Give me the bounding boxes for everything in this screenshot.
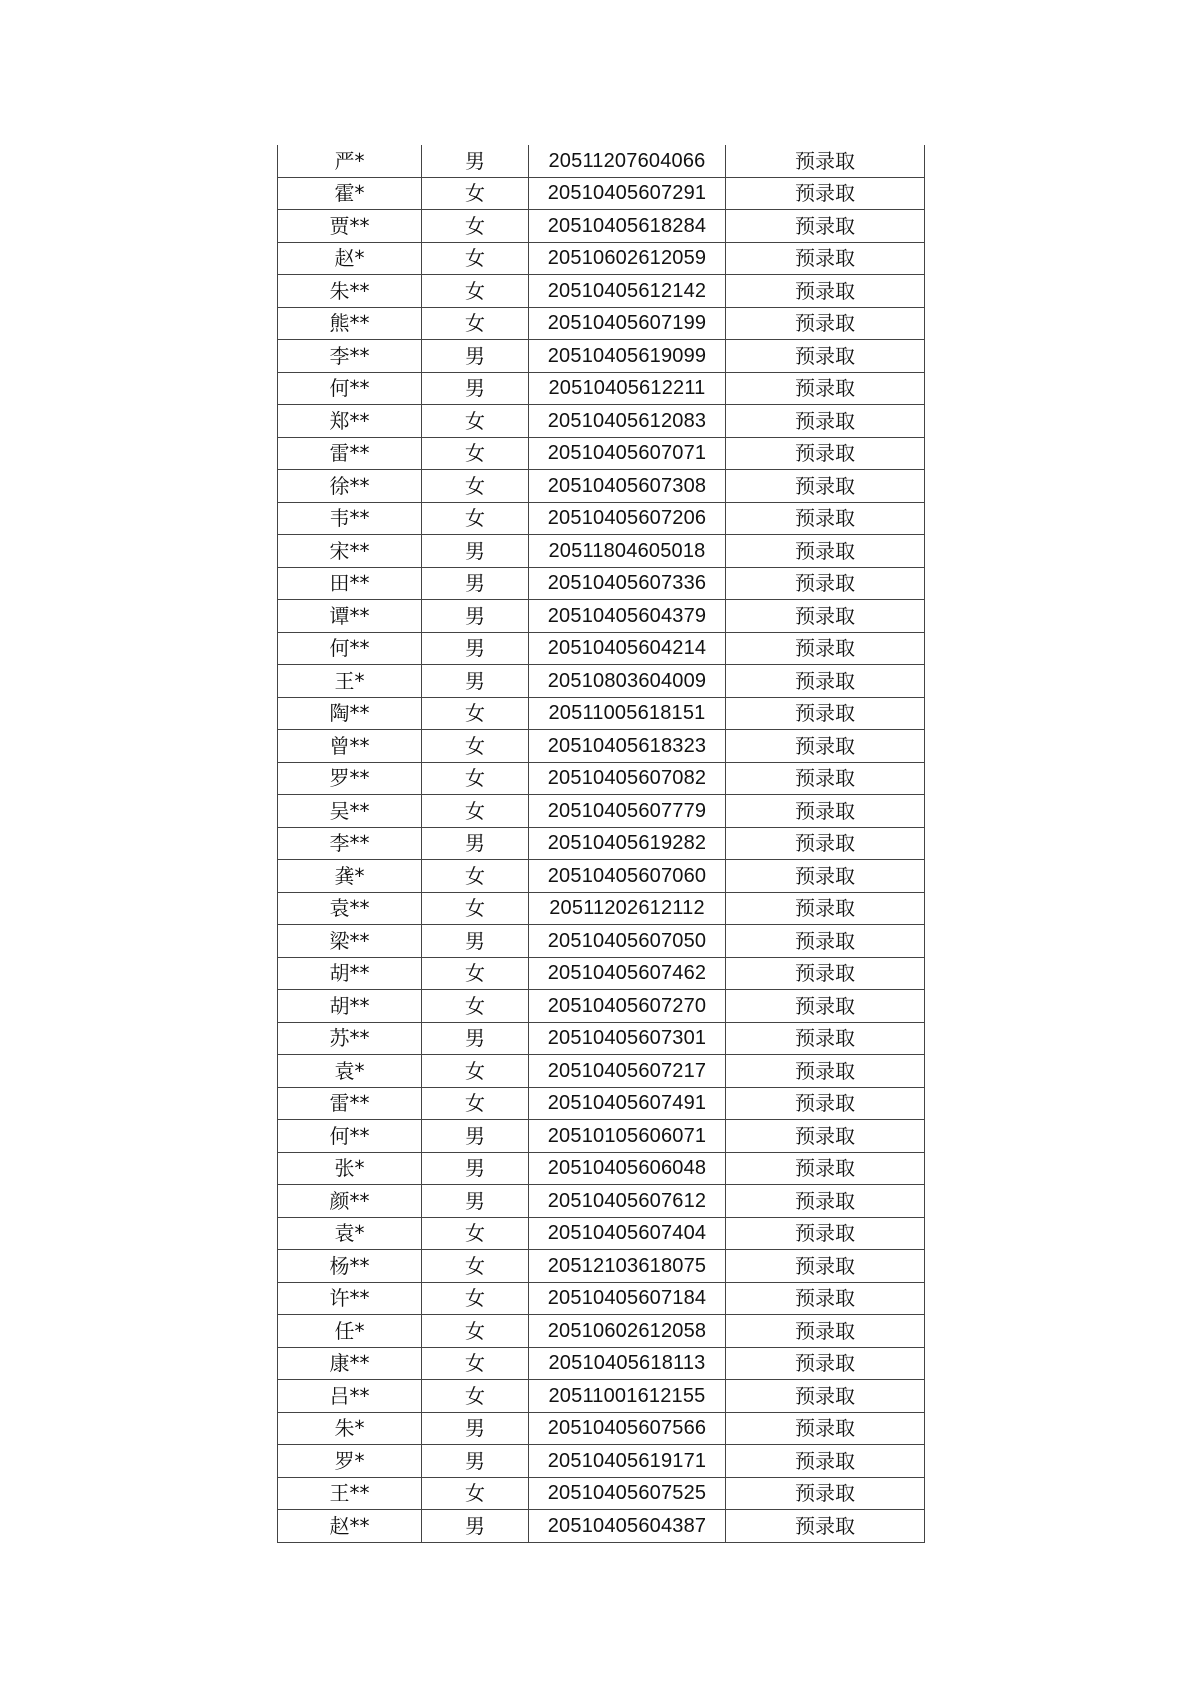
cell-gender: 女	[422, 210, 529, 243]
table-row	[278, 1087, 925, 1120]
cell-candidate-id: 20510405607301	[529, 1022, 726, 1055]
cell-candidate-id: 20511005618151	[529, 697, 726, 730]
cell-name: 雷**	[278, 1087, 422, 1120]
table-row	[278, 1315, 925, 1348]
table-row	[278, 1022, 925, 1055]
cell-status: 预录取	[726, 795, 925, 828]
table-row	[278, 762, 925, 795]
cell-gender: 女	[422, 892, 529, 925]
cell-status: 预录取	[726, 1185, 925, 1218]
cell-gender: 女	[422, 1380, 529, 1413]
cell-name: 霍*	[278, 177, 422, 210]
cell-gender: 女	[422, 762, 529, 795]
cell-gender: 男	[422, 1152, 529, 1185]
cell-status: 预录取	[726, 1315, 925, 1348]
cell-candidate-id: 20510405607206	[529, 502, 726, 535]
table-row	[278, 860, 925, 893]
cell-candidate-id: 20510405607270	[529, 990, 726, 1023]
cell-candidate-id: 20510405618323	[529, 730, 726, 763]
cell-candidate-id: 20510405607491	[529, 1087, 726, 1120]
cell-gender: 女	[422, 1282, 529, 1315]
cell-name: 徐**	[278, 470, 422, 503]
cell-candidate-id: 20510602612058	[529, 1315, 726, 1348]
cell-gender: 男	[422, 1022, 529, 1055]
cell-name: 李**	[278, 340, 422, 373]
cell-status: 预录取	[726, 145, 925, 177]
cell-gender: 女	[422, 1315, 529, 1348]
cell-status: 预录取	[726, 470, 925, 503]
cell-candidate-id: 20510405604214	[529, 632, 726, 665]
cell-gender: 女	[422, 1347, 529, 1380]
table-row	[278, 925, 925, 958]
cell-name: 曾**	[278, 730, 422, 763]
cell-gender: 女	[422, 502, 529, 535]
table-row	[278, 1185, 925, 1218]
cell-name: 王**	[278, 1477, 422, 1510]
table-row	[278, 892, 925, 925]
cell-gender: 男	[422, 1412, 529, 1445]
cell-gender: 女	[422, 795, 529, 828]
cell-status: 预录取	[726, 502, 925, 535]
cell-status: 预录取	[726, 730, 925, 763]
cell-gender: 女	[422, 1217, 529, 1250]
table-row	[278, 665, 925, 698]
cell-name: 朱**	[278, 275, 422, 308]
table-row	[278, 470, 925, 503]
cell-candidate-id: 20510405607462	[529, 957, 726, 990]
cell-gender: 女	[422, 307, 529, 340]
cell-gender: 男	[422, 535, 529, 568]
table-row	[278, 1510, 925, 1543]
cell-gender: 男	[422, 665, 529, 698]
cell-name: 杨**	[278, 1250, 422, 1283]
cell-name: 田**	[278, 567, 422, 600]
cell-gender: 男	[422, 1445, 529, 1478]
cell-gender: 男	[422, 145, 529, 177]
cell-gender: 男	[422, 1120, 529, 1153]
table-row	[278, 437, 925, 470]
cell-candidate-id: 20510405618284	[529, 210, 726, 243]
cell-status: 预录取	[726, 1055, 925, 1088]
cell-candidate-id: 20510405607779	[529, 795, 726, 828]
cell-candidate-id: 20510405607050	[529, 925, 726, 958]
table-row	[278, 1347, 925, 1380]
cell-candidate-id: 20510405619099	[529, 340, 726, 373]
cell-status: 预录取	[726, 1510, 925, 1543]
table-row	[278, 210, 925, 243]
cell-name: 王*	[278, 665, 422, 698]
cell-name: 谭**	[278, 600, 422, 633]
cell-candidate-id: 20510803604009	[529, 665, 726, 698]
table-row	[278, 567, 925, 600]
cell-name: 罗**	[278, 762, 422, 795]
cell-name: 贾**	[278, 210, 422, 243]
cell-candidate-id: 20510405607071	[529, 437, 726, 470]
cell-name: 颜**	[278, 1185, 422, 1218]
cell-status: 预录取	[726, 990, 925, 1023]
cell-candidate-id: 20511202612112	[529, 892, 726, 925]
table-row	[278, 275, 925, 308]
cell-status: 预录取	[726, 1087, 925, 1120]
cell-gender: 女	[422, 405, 529, 438]
cell-status: 预录取	[726, 957, 925, 990]
cell-candidate-id: 20510405607060	[529, 860, 726, 893]
cell-candidate-id: 20510405618113	[529, 1347, 726, 1380]
cell-name: 许**	[278, 1282, 422, 1315]
cell-status: 预录取	[726, 210, 925, 243]
cell-status: 预录取	[726, 860, 925, 893]
cell-candidate-id: 20511207604066	[529, 145, 726, 177]
cell-gender: 女	[422, 957, 529, 990]
cell-candidate-id: 20510405612211	[529, 372, 726, 405]
cell-name: 张*	[278, 1152, 422, 1185]
cell-gender: 女	[422, 437, 529, 470]
cell-status: 预录取	[726, 632, 925, 665]
cell-gender: 女	[422, 242, 529, 275]
cell-status: 预录取	[726, 1250, 925, 1283]
cell-status: 预录取	[726, 437, 925, 470]
cell-candidate-id: 20510405604379	[529, 600, 726, 633]
cell-status: 预录取	[726, 372, 925, 405]
table-row	[278, 827, 925, 860]
cell-gender: 女	[422, 1250, 529, 1283]
cell-name: 陶**	[278, 697, 422, 730]
cell-status: 预录取	[726, 1152, 925, 1185]
cell-status: 预录取	[726, 1380, 925, 1413]
cell-gender: 女	[422, 730, 529, 763]
cell-status: 预录取	[726, 177, 925, 210]
cell-name: 严*	[278, 145, 422, 177]
cell-gender: 男	[422, 340, 529, 373]
cell-status: 预录取	[726, 307, 925, 340]
cell-name: 袁**	[278, 892, 422, 925]
cell-status: 预录取	[726, 600, 925, 633]
cell-candidate-id: 20510405607612	[529, 1185, 726, 1218]
cell-name: 赵**	[278, 1510, 422, 1543]
cell-candidate-id: 20510405607199	[529, 307, 726, 340]
cell-name: 赵*	[278, 242, 422, 275]
cell-candidate-id: 20510405607217	[529, 1055, 726, 1088]
cell-name: 苏**	[278, 1022, 422, 1055]
cell-name: 龚*	[278, 860, 422, 893]
table-row	[278, 242, 925, 275]
cell-name: 胡**	[278, 990, 422, 1023]
cell-gender: 女	[422, 990, 529, 1023]
cell-name: 吕**	[278, 1380, 422, 1413]
cell-candidate-id: 20510405607566	[529, 1412, 726, 1445]
table-row	[278, 1152, 925, 1185]
cell-name: 何**	[278, 1120, 422, 1153]
cell-status: 预录取	[726, 242, 925, 275]
table-body	[278, 145, 925, 1542]
cell-status: 预录取	[726, 1282, 925, 1315]
cell-candidate-id: 20510405607082	[529, 762, 726, 795]
table-row	[278, 340, 925, 373]
cell-name: 袁*	[278, 1217, 422, 1250]
cell-status: 预录取	[726, 535, 925, 568]
cell-name: 李**	[278, 827, 422, 860]
cell-status: 预录取	[726, 1217, 925, 1250]
cell-gender: 女	[422, 177, 529, 210]
cell-status: 预录取	[726, 1022, 925, 1055]
table-row	[278, 307, 925, 340]
cell-gender: 男	[422, 567, 529, 600]
table-row	[278, 372, 925, 405]
cell-candidate-id: 20510405619282	[529, 827, 726, 860]
table-row	[278, 1217, 925, 1250]
cell-status: 预录取	[726, 762, 925, 795]
cell-name: 雷**	[278, 437, 422, 470]
cell-status: 预录取	[726, 827, 925, 860]
table-row	[278, 1250, 925, 1283]
cell-status: 预录取	[726, 567, 925, 600]
table-row	[278, 405, 925, 438]
cell-gender: 女	[422, 860, 529, 893]
cell-status: 预录取	[726, 1120, 925, 1153]
cell-name: 韦**	[278, 502, 422, 535]
cell-gender: 男	[422, 925, 529, 958]
cell-gender: 男	[422, 1510, 529, 1543]
cell-candidate-id: 20510405604387	[529, 1510, 726, 1543]
cell-candidate-id: 20510405619171	[529, 1445, 726, 1478]
cell-gender: 女	[422, 1055, 529, 1088]
cell-name: 康**	[278, 1347, 422, 1380]
cell-gender: 女	[422, 1087, 529, 1120]
cell-gender: 男	[422, 632, 529, 665]
cell-status: 预录取	[726, 340, 925, 373]
cell-name: 梁**	[278, 925, 422, 958]
cell-name: 何**	[278, 632, 422, 665]
cell-candidate-id: 20510405607291	[529, 177, 726, 210]
cell-status: 预录取	[726, 1445, 925, 1478]
table-row	[278, 1282, 925, 1315]
cell-candidate-id: 20510405612083	[529, 405, 726, 438]
table-row	[278, 1120, 925, 1153]
cell-gender: 女	[422, 697, 529, 730]
cell-status: 预录取	[726, 892, 925, 925]
cell-gender: 女	[422, 1477, 529, 1510]
table-row	[278, 177, 925, 210]
table-row	[278, 600, 925, 633]
cell-name: 郑**	[278, 405, 422, 438]
cell-candidate-id: 20510405607336	[529, 567, 726, 600]
cell-candidate-id: 20510405612142	[529, 275, 726, 308]
table-row	[278, 1380, 925, 1413]
cell-candidate-id: 20511804605018	[529, 535, 726, 568]
cell-status: 预录取	[726, 1347, 925, 1380]
cell-candidate-id: 20510405607525	[529, 1477, 726, 1510]
table-row	[278, 730, 925, 763]
admission-list-table	[277, 145, 925, 1543]
cell-name: 熊**	[278, 307, 422, 340]
cell-gender: 男	[422, 372, 529, 405]
cell-name: 罗*	[278, 1445, 422, 1478]
cell-name: 吴**	[278, 795, 422, 828]
cell-name: 袁*	[278, 1055, 422, 1088]
cell-candidate-id: 20510405607308	[529, 470, 726, 503]
cell-candidate-id: 20510602612059	[529, 242, 726, 275]
cell-name: 胡**	[278, 957, 422, 990]
cell-candidate-id: 20510405606048	[529, 1152, 726, 1185]
table-row	[278, 1412, 925, 1445]
cell-status: 预录取	[726, 405, 925, 438]
cell-status: 预录取	[726, 697, 925, 730]
cell-candidate-id: 20511001612155	[529, 1380, 726, 1413]
cell-name: 朱*	[278, 1412, 422, 1445]
table-row	[278, 145, 925, 177]
table-row	[278, 697, 925, 730]
cell-candidate-id: 20510105606071	[529, 1120, 726, 1153]
cell-gender: 男	[422, 600, 529, 633]
table-row	[278, 632, 925, 665]
cell-gender: 男	[422, 827, 529, 860]
cell-status: 预录取	[726, 1477, 925, 1510]
table-row	[278, 795, 925, 828]
table-row	[278, 990, 925, 1023]
cell-gender: 男	[422, 1185, 529, 1218]
cell-name: 宋**	[278, 535, 422, 568]
cell-candidate-id: 20510405607184	[529, 1282, 726, 1315]
cell-name: 何**	[278, 372, 422, 405]
table-row	[278, 1055, 925, 1088]
cell-candidate-id: 20512103618075	[529, 1250, 726, 1283]
cell-status: 预录取	[726, 925, 925, 958]
cell-candidate-id: 20510405607404	[529, 1217, 726, 1250]
cell-name: 任*	[278, 1315, 422, 1348]
table-row	[278, 502, 925, 535]
cell-status: 预录取	[726, 1412, 925, 1445]
cell-status: 预录取	[726, 275, 925, 308]
table-row	[278, 1477, 925, 1510]
table-row	[278, 535, 925, 568]
cell-status: 预录取	[726, 665, 925, 698]
table-row	[278, 1445, 925, 1478]
table-row	[278, 957, 925, 990]
cell-gender: 女	[422, 275, 529, 308]
cell-gender: 女	[422, 470, 529, 503]
